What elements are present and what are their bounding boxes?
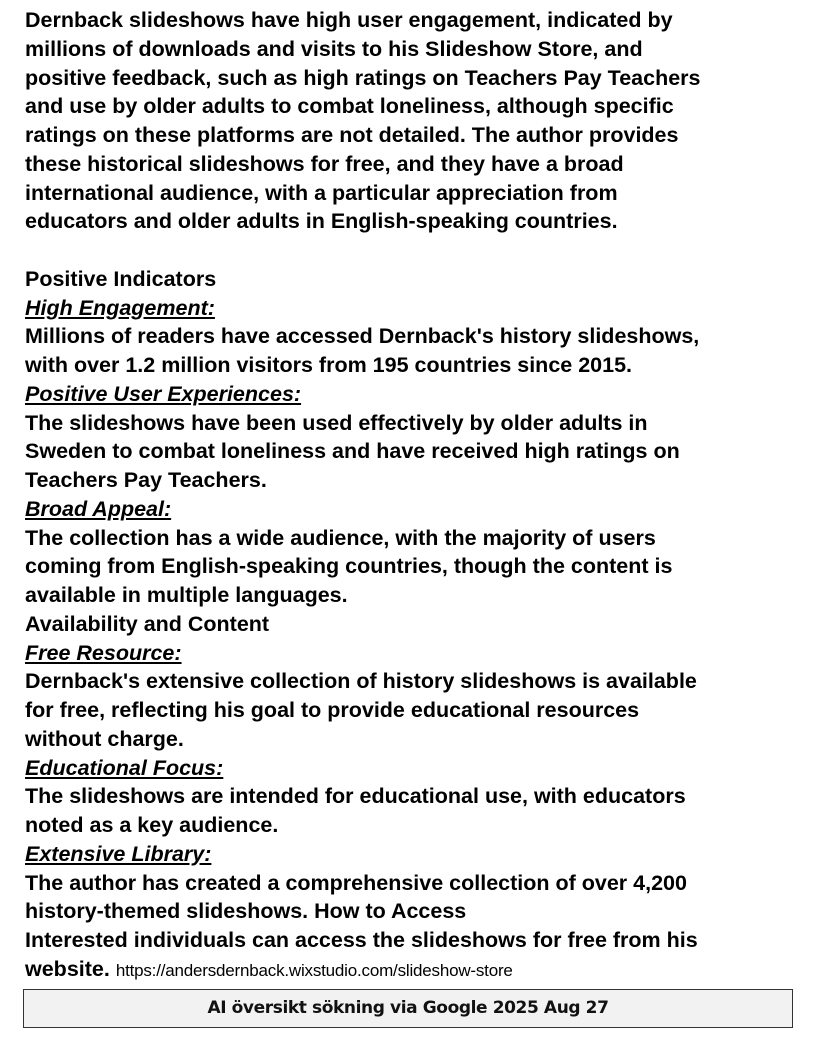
item-title: Educational Focus: [25,755,224,780]
item-text-line: available in multiple languages. [25,583,348,607]
intro-line: millions of downloads and visits to his Slideshow Store, and [25,36,643,61]
document-body [25,6,800,984]
item-text-line: The author has created a comprehensive collection of over 4,200 [25,870,687,895]
item-text-line: Dernback's extensive collection of history slideshows is available [25,669,697,694]
section-heading: Availability and Content [25,611,270,636]
item-text-line: The slideshows have been used effectively by older adults in [25,410,648,435]
item-text-line: for free, reflecting his goal to provide educational resources [25,698,640,722]
item-title: Free Resource: [25,640,182,665]
intro-line: positive feedback, such as high ratings on Teachers Pay Teachers [25,65,701,90]
item-text-line: coming from English-speaking countries, though the content is [25,554,673,579]
item-text-line: without charge. [25,726,184,751]
item-text-line: Sweden to combat loneliness and have received high ratings on [25,439,680,464]
item-text-line: Teachers Pay Teachers. [25,468,267,492]
intro-line: and use by older adults to combat loneliness, although specific [25,94,674,119]
item-title: Broad Appeal: [25,496,172,521]
intro-line: international audience, with a particular appreciation from [25,180,618,205]
intro-line: these historical slideshows for free, and they have a broad [25,151,624,176]
intro-line: educators and older adults in English-speaking countries. [25,209,618,234]
intro-line: ratings on these platforms are not detailed. The author provides [25,123,679,147]
item-text-line: The collection has a wide audience, with the majority of users [25,525,656,550]
item-title: Extensive Library: [25,841,212,866]
access-line: Interested individuals can access the slideshows for free from his [25,928,698,952]
access-line-2 [25,955,800,984]
caption-box: AI översikt sökning via Google 2025 Aug 27 [23,989,793,1028]
section-heading: Positive Indicators [25,266,217,291]
intro-line: Dernback slideshows have high user engagement, indicated by [25,8,673,32]
blank-line [25,236,800,265]
store-url-link[interactable]: https://andersdernback.wixstudio.com/slideshow-store [115,960,513,980]
item-title: High Engagement: [25,295,215,320]
item-text-line: Millions of readers have accessed Dernback's history slideshows, [25,324,700,349]
item-text-line: with over 1.2 million visitors from 195 countries since 2015. [25,353,633,377]
item-text-line: history-themed slideshows. How to Access [25,899,467,924]
item-title: Positive User Experiences: [25,381,302,406]
item-text-line: The slideshows are intended for educational use, with educators [25,784,686,809]
website-label: website. [25,956,110,981]
item-text-line: noted as a key audience. [25,813,279,837]
